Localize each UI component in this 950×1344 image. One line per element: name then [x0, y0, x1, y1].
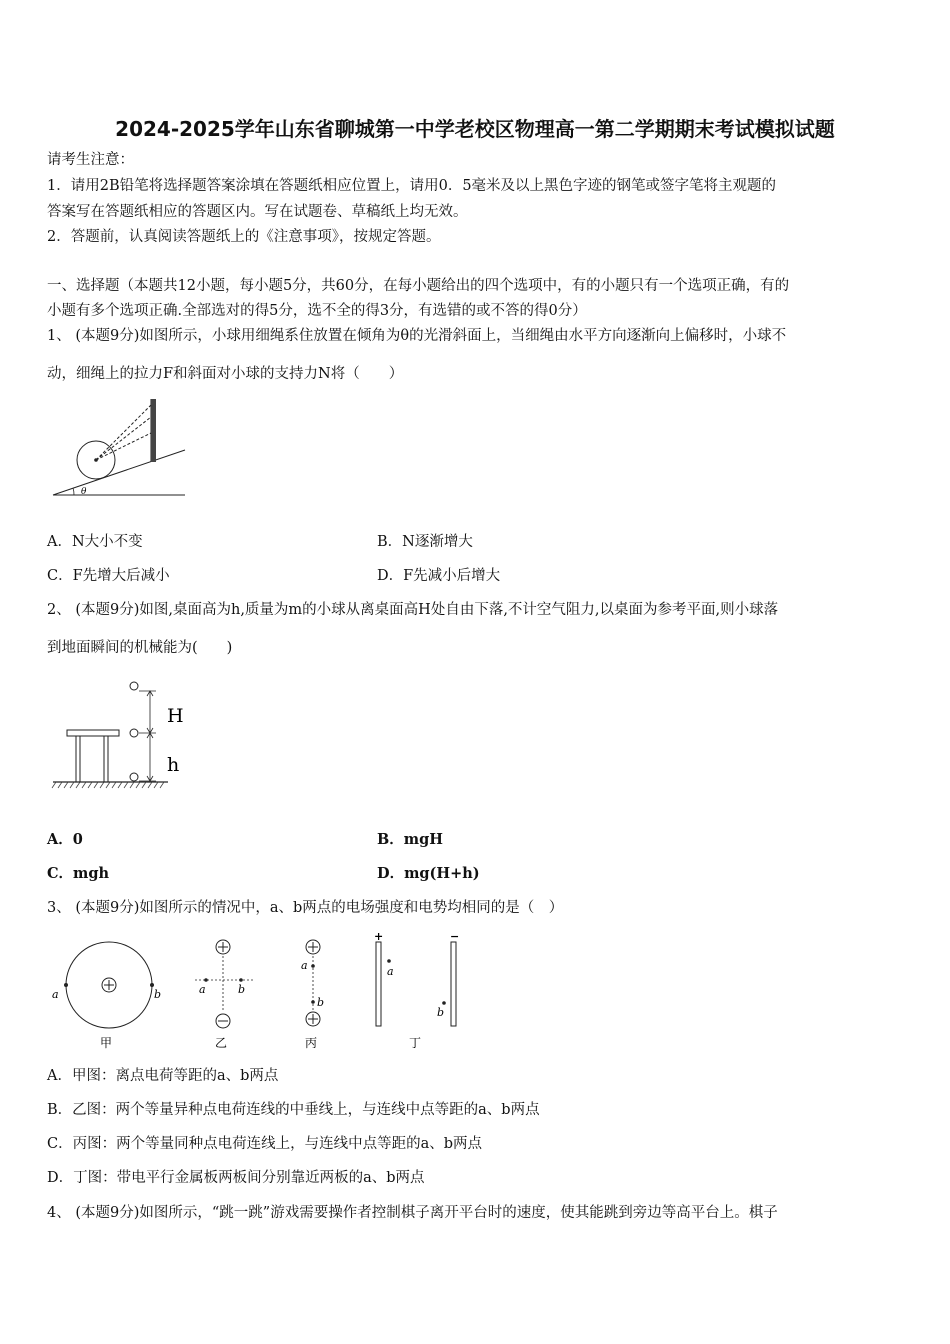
- rope-middle: [96, 417, 151, 460]
- q4-stem-line-1: 4、 (本题9分)如图所示，“跳一跳”游戏需要操作者控制棋子离开平台时的速度，使其能跳到旁边等高平台上。棋子: [47, 1205, 778, 1221]
- label-jia: 甲: [100, 1036, 113, 1050]
- table-leg-right: [104, 736, 108, 782]
- q1-stem-line-1: 1、 (本题9分)如图所示，小球用细绳系住放置在倾角为θ的光滑斜面上，当细绳由水平方向逐渐向上偏移时，小球不: [47, 328, 787, 344]
- section-intro-line-1: 一、选择题（本题共12小题，每小题5分，共60分，在每小题给出的四个选项中，有的小题只有一个选项正确，有的: [47, 278, 790, 294]
- figure-jia: [52, 942, 161, 1050]
- q2-option-d: D．mg(H+h): [377, 865, 480, 882]
- q1-incline-figure: [50, 395, 190, 505]
- q2-stem-line-1: 2、 (本题9分)如图,桌面高为h,质量为m的小球从离桌面高H处自由下落,不计空气阻力,以桌面为参考平面,则小球落: [47, 602, 779, 618]
- q1-option-b: B．N逐渐增大: [377, 534, 473, 550]
- q3-option-c: C．丙图：两个等量同种点电荷连线上，与连线中点等距的a、b两点: [47, 1136, 483, 1152]
- q2-stem-line-2: 到地面瞬间的机械能为( ): [47, 640, 233, 656]
- section-intro-line-2: 小题有多个选项正确.全部选对的得5分，选不全的得3分，有选错的或不答的得0分）: [47, 303, 587, 319]
- angle-arc: [73, 488, 74, 495]
- svg-text:+: +: [374, 930, 384, 943]
- q3-stem-line-1: 3、 (本题9分)如图所示的情况中，a、b两点的电场强度和电势均相同的是（ ）: [47, 900, 564, 916]
- q2-table-figure: [50, 680, 200, 795]
- q2-option-c: C．mgh: [47, 865, 110, 882]
- q3-option-d: D．丁图：带电平行金属板两板间分别靠近两板的a、b两点: [47, 1170, 425, 1186]
- svg-text:a: a: [387, 965, 394, 978]
- svg-text:b: b: [437, 1006, 445, 1019]
- figure-yi: [195, 940, 253, 1050]
- svg-text:−: −: [450, 930, 460, 943]
- svg-text:a: a: [52, 988, 59, 1001]
- svg-text:a: a: [199, 983, 206, 996]
- notice-heading: 请考生注意：: [47, 152, 134, 168]
- table-top: [67, 730, 119, 736]
- q2-option-a: A．0: [47, 831, 83, 848]
- figure-ding: [374, 930, 459, 1050]
- ball-ground: [130, 773, 138, 781]
- q1-option-c: C．F先增大后减小: [47, 568, 170, 584]
- q3-option-b: B．乙图：两个等量异种点电荷连线的中垂线上，与连线中点等距的a、b两点: [47, 1102, 540, 1118]
- q1-option-a: A．N大小不变: [47, 534, 143, 550]
- h-label: h: [167, 754, 180, 776]
- notice-item-1-line-2: 答案写在答题纸相应的答题区内。写在试题卷、草稿纸上均无效。: [47, 204, 468, 220]
- svg-text:a: a: [301, 959, 308, 972]
- H-label: H: [167, 705, 184, 727]
- notice-item-1-line-1: 1．请用2B铅笔将选择题答案涂填在答题纸相应位置上，请用0．5毫米及以上黑色字迹的钢笔或签字笔将主观题的: [47, 178, 777, 194]
- page-title: 2024-2025学年山东省聊城第一中学老校区物理高一第二学期期末考试模拟试题: [115, 117, 835, 141]
- q1-stem-line-2: 动，细绳上的拉力F和斜面对小球的支持力N将（ ）: [47, 366, 404, 382]
- ball-table-level: [130, 729, 138, 737]
- theta-label: θ: [81, 487, 87, 497]
- svg-text:b: b: [238, 983, 246, 996]
- q2-option-b: B．mgH: [377, 831, 443, 848]
- rope-horizontal: [96, 433, 151, 460]
- rope-upper: [96, 405, 151, 460]
- table-leg-left: [76, 736, 80, 782]
- ball-top: [130, 682, 138, 690]
- label-yi: 乙: [215, 1036, 228, 1050]
- wall-hatching: [151, 399, 156, 462]
- svg-text:b: b: [317, 996, 325, 1009]
- label-bing: 丙: [305, 1036, 318, 1050]
- svg-text:b: b: [154, 988, 162, 1001]
- notice-item-2: 2．答题前，认真阅读答题纸上的《注意事项》，按规定答题。: [47, 229, 441, 245]
- q1-option-d: D．F先减小后增大: [377, 568, 501, 584]
- q3-field-figures: [48, 930, 478, 1055]
- q3-option-a: A．甲图：离点电荷等距的a、b两点: [47, 1068, 279, 1084]
- label-ding: 丁: [409, 1036, 422, 1050]
- figure-bing: [301, 940, 324, 1050]
